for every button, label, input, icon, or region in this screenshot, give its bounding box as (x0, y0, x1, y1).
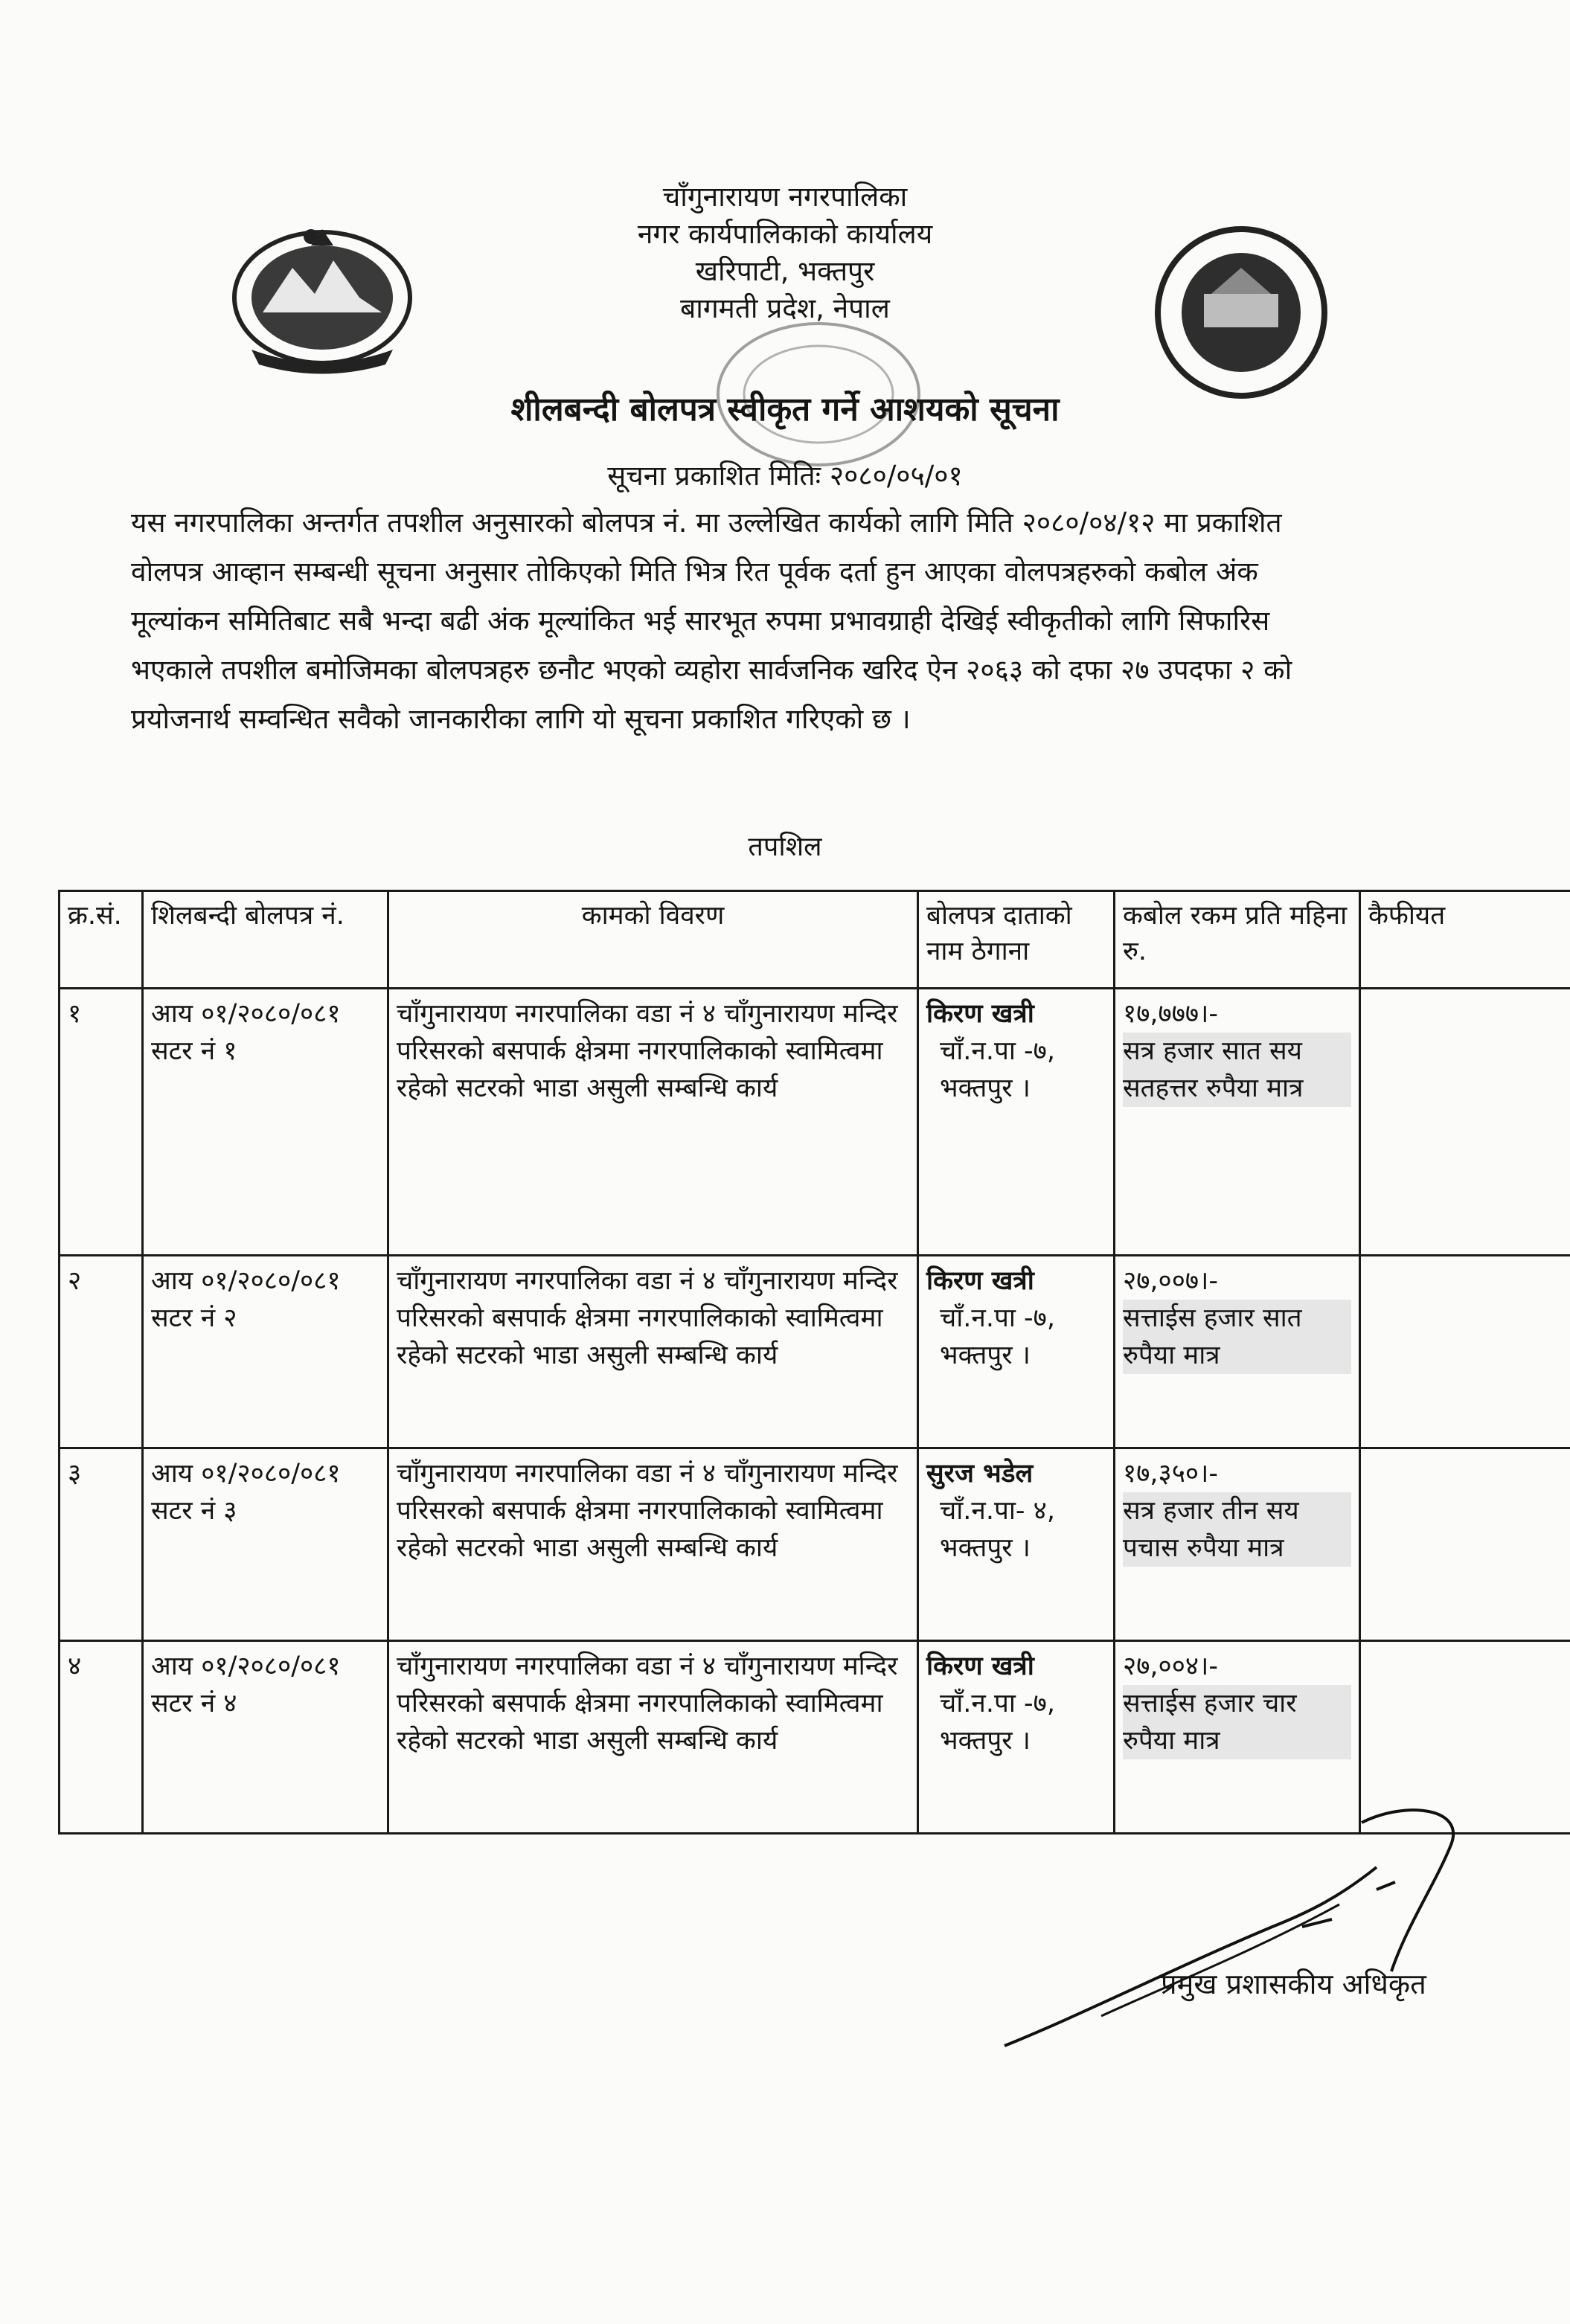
bidder-name: सुरज भडेल (926, 1459, 1034, 1489)
amount-figure: १७,७७७।- (1123, 999, 1219, 1029)
notice-body-line: वोलपत्र आव्हान सम्बन्धी सूचना अनुसार तोकिएको मिति भित्र रित पूर्वक दर्ता हुन आएका वोलपत्रहरुको कबोल अंक (131, 556, 1258, 588)
cell-bid-no: आय ०१/२०८०/०८१ सटर नं १ (143, 989, 388, 1256)
notice-body-line: भएकाले तपशील बमोजिमका बोलपत्रहरु छनौट भएको व्यहोरा सार्वजनिक खरिद ऐन २०६३ को दफा २७ उपदफा २ को (131, 654, 1292, 686)
cell-sn: १ (60, 989, 143, 1256)
column-header-amount: कबोल रकम प्रति महिना रु. (1115, 891, 1360, 989)
table-caption: तपशिल (748, 832, 822, 862)
column-header-bid-no: शिलबन्दी बोलपत्र नं. (143, 891, 388, 989)
cell-amount (1115, 1448, 1360, 1641)
column-header-sn: क्र.सं. (60, 891, 143, 989)
column-header-bidder: बोलपत्र दाताको नाम ठेगाना (918, 891, 1115, 989)
cell-bid-no: आय ०१/२०८०/०८१ सटर नं २ (143, 1256, 388, 1448)
notice-published-date: सूचना प्रकाशित मितिः २०८०/०५/०१ (607, 460, 963, 492)
notice-body-line: यस नगरपालिका अन्तर्गत तपशील अनुसारको बोलपत्र नं. मा उल्लेखित कार्यको लागि मिति २०८०/०४/१२ मा प्रकाशित (131, 507, 1282, 539)
bidder-address: चाँ.न.पा- ४, भक्तपुर । (940, 1496, 1055, 1563)
amount-words: सत्र हजार सात सय सतहत्तर रुपैया मात्र (1123, 1033, 1351, 1107)
bidder-name: किरण खत्री (926, 1266, 1034, 1296)
signatory-title: प्रमुख प्रशासकीय अधिकृत (1161, 1968, 1426, 2000)
amount-figure: २७,००४।- (1123, 1651, 1219, 1681)
cell-bid-no: आय ०१/२०८०/०८१ सटर नं ३ (143, 1448, 388, 1641)
amount-words: सत्र हजार तीन सय पचास रुपैया मात्र (1123, 1492, 1351, 1567)
cell-bid-no: आय ०१/२०८०/०८१ सटर नं ४ (143, 1641, 388, 1834)
bids-table (58, 890, 1570, 1835)
bidder-name: किरण खत्री (926, 1651, 1034, 1681)
cell-bidder (918, 1256, 1115, 1448)
cell-remarks (1360, 1256, 1570, 1448)
table-row (60, 989, 1570, 1256)
amount-words: सत्ताईस हजार चार रुपैया मात्र (1123, 1685, 1351, 1759)
column-header-description: कामको विवरण (388, 891, 918, 989)
notice-body-line: मूल्यांकन समितिबाट सबै भन्दा बढी अंक मूल्यांकित भई सारभूत रुपमा प्रभावग्राही देखिई स्वीकृतीको लागि सिफारिस (131, 605, 1270, 637)
column-header-remarks: कैफीयत (1360, 891, 1570, 989)
table-row (60, 1256, 1570, 1448)
cell-sn: २ (60, 1256, 143, 1448)
cell-description: चाँगुनारायण नगरपालिका वडा नं ४ चाँगुनारायण मन्दिर परिसरको बसपार्क क्षेत्रमा नगरपालिकाको स्वामित्वमा रहेको सटरको भाडा असुली सम्बन्धि कार्य (388, 989, 918, 1256)
notice-title: शीलबन्दी बोलपत्र स्वीकृत गर्ने आशयको सूचना (510, 391, 1060, 428)
office-location: खरिपाटी, भक्तपुर (695, 255, 875, 287)
notice-body (131, 498, 1567, 744)
cell-remarks (1360, 989, 1570, 1256)
amount-words: सत्ताईस हजार सात रुपैया मात्र (1123, 1300, 1351, 1374)
cell-sn: ३ (60, 1448, 143, 1641)
notice-body-line: प्रयोजनार्थ सम्वन्धित सवैको जानकारीका लागि यो सूचना प्रकाशित गरिएको छ । (131, 703, 911, 735)
cell-amount (1115, 1256, 1360, 1448)
office-header (0, 179, 1570, 327)
signature-icon (990, 1778, 1496, 2076)
cell-description: चाँगुनारायण नगरपालिका वडा नं ४ चाँगुनारायण मन्दिर परिसरको बसपार्क क्षेत्रमा नगरपालिकाको स्वामित्वमा रहेको सटरको भाडा असुली सम्बन्धि कार्य (388, 1641, 918, 1834)
bidder-address: चाँ.न.पा -७, भक्तपुर । (940, 1689, 1055, 1756)
table-header-row (60, 891, 1570, 989)
bidder-name: किरण खत्री (926, 999, 1034, 1029)
amount-figure: २७,००७।- (1123, 1266, 1219, 1296)
table-row (60, 1448, 1570, 1641)
cell-description: चाँगुनारायण नगरपालिका वडा नं ४ चाँगुनारायण मन्दिर परिसरको बसपार्क क्षेत्रमा नगरपालिकाको स्वामित्वमा रहेको सटरको भाडा असुली सम्बन्धि कार्य (388, 1256, 918, 1448)
cell-remarks (1360, 1448, 1570, 1641)
bidder-address: चाँ.न.पा -७, भक्तपुर । (940, 1036, 1055, 1103)
cell-amount (1115, 989, 1360, 1256)
office-name: नगर कार्यपालिकाको कार्यालय (637, 218, 933, 250)
cell-bidder (918, 989, 1115, 1256)
municipality-name: चाँगुनारायण नगरपालिका (662, 181, 908, 213)
cell-description: चाँगुनारायण नगरपालिका वडा नं ४ चाँगुनारायण मन्दिर परिसरको बसपार्क क्षेत्रमा नगरपालिकाको स्वामित्वमा रहेको सटरको भाडा असुली सम्बन्धि कार्य (388, 1448, 918, 1641)
office-province: बागमती प्रदेश, नेपाल (680, 292, 890, 324)
bidder-address: चाँ.न.पा -७, भक्तपुर । (940, 1303, 1055, 1370)
cell-bidder (918, 1448, 1115, 1641)
cell-sn: ४ (60, 1641, 143, 1834)
amount-figure: १७,३५०।- (1123, 1459, 1219, 1489)
